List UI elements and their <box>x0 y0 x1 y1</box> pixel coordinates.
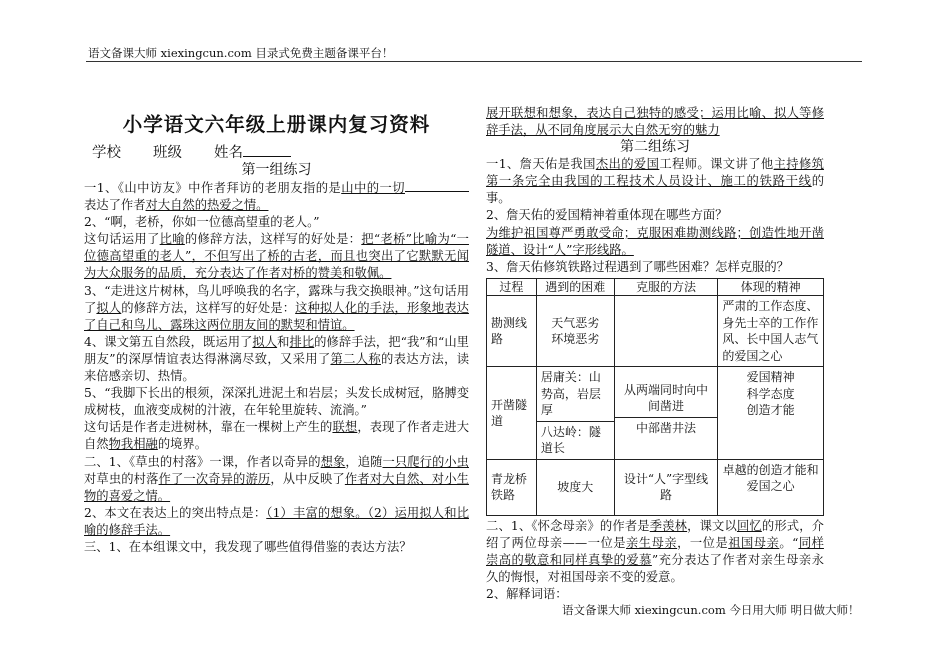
table-cell-stage: 开凿隧道 <box>487 367 537 460</box>
question-g2-2: 2、詹天佑的爱国精神着重体现在哪些方面？ <box>486 208 728 223</box>
difficulty-table <box>486 278 824 516</box>
table-row <box>487 296 824 367</box>
page-header: 语文备课大师 xiexingcun.com 目录式免费主题备课平台！ <box>88 46 394 60</box>
class-label: 班级 <box>153 145 182 161</box>
header-divider <box>86 61 862 62</box>
name-label: 姓名 <box>214 145 243 161</box>
name-blank[interactable] <box>243 143 291 157</box>
table-header: 体现的精神 <box>718 278 824 296</box>
answer-g2-2: 为维护祖国尊严勇敢受命；克服困难勘测线路；创造性地开凿隧道、设计“人”字形线路。 <box>486 225 824 257</box>
table-header: 遇到的困难 <box>536 278 614 296</box>
table-cell-method: 设计“人”字型线路 <box>614 459 718 515</box>
table-header: 过程 <box>487 278 537 296</box>
table-header: 克服的方法 <box>614 278 718 296</box>
answer-3-1: 展开联想和想象，表达自己独特的感受；运用比喻、拟人等修辞手法，从不同角度展示大自然无穷的魅力 <box>486 106 824 138</box>
page-footer: 语文备课大师 xiexingcun.com 今日用大师 明日做大师！ <box>562 603 860 617</box>
question-1-3: 3、“走进这片树林，鸟儿呼唤我的名字，露珠与我交换眼神。”这句话用了拟人的修辞方法，这样写的好处是：这种拟人化的手法，形象地表达了自己和鸟儿、露珠这两位朋友间的默契和情谊。 <box>84 283 469 332</box>
table-cell-method <box>614 296 718 367</box>
question-1-2: 2、“啊，老桥，你如一位德高望重的老人。” <box>84 215 320 230</box>
question-1-5: 5、“我脚下长出的根须，深深扎进泥土和岩层；头发长成树冠，胳膊变成树枝，血液变成树的汁液，在年轮里旋转、流淌。” <box>84 386 469 418</box>
table-cell-difficulty: 天气恶劣 环境恶劣 <box>536 296 614 367</box>
question-g2-3: 3、詹天佑修筑铁路过程遇到了哪些困难？怎样克服的？ <box>486 259 789 274</box>
section-heading-1: 第一组练习 <box>241 162 312 178</box>
answer-1-5: 这句话是作者走进树林，靠在一棵树上产生的联想，表现了作者走进大自然物我相融的境界。 <box>84 420 469 452</box>
question-1-1: 一1、《山中访友》中作者拜访的老朋友指的是山中的一切表达了作者对大自然的热爱之情。 <box>84 179 469 214</box>
table-cell-spirit: 严肃的工作态度、身先士卒的工作作风、长中国人志气的爱国之心 <box>718 296 824 367</box>
table-cell-stage: 青龙桥铁路 <box>487 459 537 515</box>
page-title: 小学语文六年级上册课内复习资料 <box>122 113 431 136</box>
section-heading-2: 第二组练习 <box>620 139 690 156</box>
table-row <box>487 367 824 460</box>
table-cell-spirit: 爱国精神 科学态度 创造才能 <box>718 367 824 460</box>
left-column <box>84 112 469 556</box>
answer-1-2: 这句话运用了比喻的修辞方法，这样写的好处是：把“老桥”比喻为“一位德高望重的老人”，不但写出了桥的古老，而且也突出了它默默无闻为大众服务的品质，充分表达了作者对桥的赞美和敬佩。 <box>84 232 469 281</box>
table-cell-difficulty: 居庸关：山势高，岩层厚 八达岭：隧道长 <box>536 367 614 460</box>
table-cell-spirit: 卓越的创造才能和爱国之心 <box>718 459 824 515</box>
question-g2-2-1: 二、1、《怀念母亲》的作者是季羡林，课文以回忆的形式，介绍了两位母亲——一位是亲生母亲，一位是祖国母亲。“同样崇高的敬意和同样真挚的爱慕”充分表达了作者对亲生母亲永久的悔恨，对祖国母亲不变的爱意。 <box>486 518 824 585</box>
table-cell-difficulty: 坡度大 <box>536 459 614 515</box>
school-label: 学校 <box>92 145 121 161</box>
question-g2-1: 一1、詹天佑是我国杰出的爱国工程师。课文讲了他主持修筑第一条完全由我国的工程技术人员设计、施工的铁路干线的事。 <box>486 157 824 206</box>
question-2-2: 2、本文在表达上的突出特点是：（1）丰富的想象。（2）运用拟人和比喻的修辞手法。 <box>84 505 469 537</box>
question-1-4: 4、课文第五自然段，既运用了拟人和排比的修辞手法，把“我”和“山里朋友”的深厚情谊表达得淋漓尽致，又采用了第二人称的表达方法，读来倍感亲切、热情。 <box>84 334 469 384</box>
question-3-1: 三、1、在本组课文中，我发现了哪些值得借鉴的表达方法？ <box>84 539 412 554</box>
table-cell-method: 从两端同时向中间凿进 中部凿井法 <box>614 367 718 460</box>
answer-blank <box>405 179 469 192</box>
table-cell-stage: 勘测线路 <box>487 296 537 367</box>
right-column <box>486 105 824 603</box>
table-header-row <box>487 278 824 296</box>
question-2-1: 二、1、《草虫的村落》一课，作者以奇异的想象，追随一只爬行的小虫对草虫的村落作了一次奇异的游历，从中反映了作者对大自然、对小生物的喜爱之情。 <box>84 454 469 503</box>
student-info-row <box>92 143 469 162</box>
question-g2-2-2: 2、解释词语： <box>486 587 568 602</box>
table-row <box>487 459 824 515</box>
